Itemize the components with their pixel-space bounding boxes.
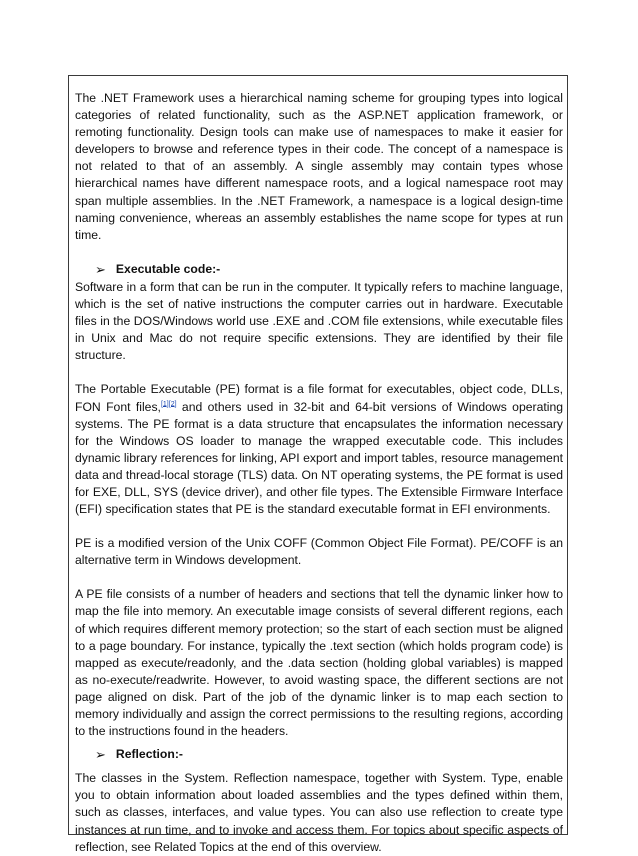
document-body [75,90,563,856]
reflection-heading [75,746,563,763]
citation-link-1[interactable]: [1] [160,400,169,408]
pe-file-structure-paragraph: A PE file consists of a number of headers and sections that tell the dynamic linker how to map the file into memory. An executable image consists of several different regions, each of which requires different memory protection; so the start of each section must be aligned to a page boundary. For instance, typically the .text section (which holds program code) is mapped as execute/readonly, and the .data section (holding global variables) is mapped as no-execute/readwrite. However, to avoid wasting space, the different sections are not page aligned on disk. Part of the job of the dynamic linker is to map each section to memory individually and assign the correct permissions to the resulting regions, according to the instructions found in the headers. [75,587,563,739]
reflection-heading-text: Reflection:- [115,747,183,762]
executable-code-heading [75,261,563,278]
pe-format-paragraph [75,381,563,518]
pe-format-text-start: The Portable Executable (PE) format is a file format for executables, object code, DLLs, FON Font files, [75,382,563,414]
pe-coff-paragraph: PE is a modified version of the Unix COFF (Common Object File Format). PE/COFF is an alternative term in Windows development. [75,536,563,568]
executable-definition-paragraph: Software in a form that can be run in the computer. It typically refers to machine language, which is the set of native instructions the computer carries out in hardware. Executable files in the DOS/Windows world use .EXE and .COM file extensions, while executable files in Unix and Mac do not require specific extensions. They are identified by their file structure. [75,279,563,363]
pe-format-text-end: and others used in 32-bit and 64-bit versions of Windows operating systems. The PE format is a data structure that encapsulates the information necessary for the Windows OS loader to manage the wrapped executable code. This includes dynamic library references for linking, API export and import tables, resource management data and thread-local storage (TLS) data. On NT operating systems, the PE format is used for EXE, DLL, SYS (device driver), and other file types. The Extensible Firmware Interface (EFI) specification states that PE is the standard executable format in EFI environments. [75,399,564,517]
arrow-bullet-icon: ➢ [95,261,106,277]
executable-code-heading-text: Executable code:- [115,261,221,276]
intro-paragraph: The .NET Framework uses a hierarchical naming scheme for grouping types into logical categories of related functionality, such as the ASP.NET application framework, or remoting functionality. Design tools can make use of namespaces to make it easier for developers to browse and reference types in their code. The concept of a namespace is not related to that of an assembly. A single assembly may contain types whose hierarchical names have different namespace roots, and a logical namespace root may span multiple assemblies. In the .NET Framework, a namespace is a logical design-time naming convenience, whereas an assembly establishes the name scope for types at run time. [75,91,563,242]
citation-link-2[interactable]: [2] [168,400,177,408]
arrow-bullet-icon: ➢ [95,747,106,763]
citation-refs [161,400,177,407]
reflection-paragraph: The classes in the System. Reflection namespace, together with System. Type, enable you to obtain information about loaded assemblies and the types defined within them, such as classes, interfaces, and value types. You can also use reflection to create type instances at run time, and to invoke and access them. For topics about specific aspects of reflection, see Related Topics at the end of this overview. [75,771,563,854]
